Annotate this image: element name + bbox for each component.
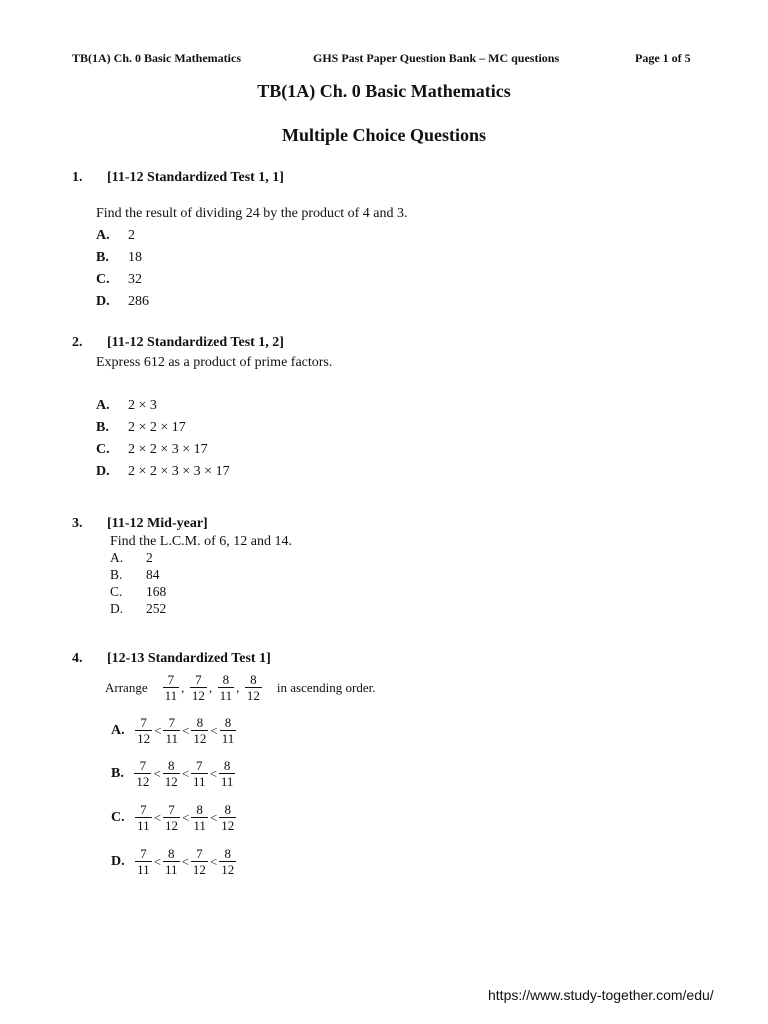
option-d <box>110 846 237 877</box>
fraction <box>135 715 152 746</box>
fraction <box>163 672 180 703</box>
fraction <box>191 715 208 746</box>
numerator: 7 <box>140 802 147 817</box>
question-suffix: in ascending order. <box>276 679 376 695</box>
option-value: 2 <box>146 550 153 565</box>
fraction <box>245 672 262 703</box>
option-label: D. <box>110 601 124 616</box>
denominator: 11 <box>221 731 235 746</box>
fraction <box>135 802 152 833</box>
option-value: 18 <box>128 250 142 265</box>
question-prefix: Arrange <box>105 679 148 695</box>
header-center: GHS Past Paper Question Bank – MC questions <box>313 51 560 65</box>
fraction <box>163 758 180 789</box>
numerator: 8 <box>224 802 231 817</box>
less-than: < <box>181 765 190 781</box>
comma: , <box>181 679 185 695</box>
header-left: TB(1A) Ch. 0 Basic Mathematics <box>72 51 241 65</box>
numerator: 8 <box>224 715 232 730</box>
fraction <box>220 715 237 746</box>
denominator: 11 <box>164 688 178 703</box>
numerator: 7 <box>140 846 147 861</box>
option-value: 168 <box>146 584 167 599</box>
denominator: 12 <box>164 774 178 789</box>
fraction <box>218 672 235 703</box>
fraction <box>219 846 236 877</box>
less-than: < <box>210 722 218 738</box>
numerator: 7 <box>168 802 175 817</box>
question-number: 3. <box>72 516 83 531</box>
less-than: < <box>182 722 190 738</box>
less-than: < <box>209 765 217 781</box>
option-value: 286 <box>128 294 149 309</box>
option-label: D. <box>96 294 110 309</box>
option-value: 2 × 2 × 3 × 3 × 17 <box>128 464 230 479</box>
numerator: 7 <box>140 715 147 730</box>
less-than: < <box>153 853 161 869</box>
numerator: 7 <box>196 758 203 773</box>
option-value: 84 <box>146 567 160 582</box>
less-than: < <box>154 722 162 738</box>
numerator: 8 <box>222 672 230 687</box>
option-value: 2 <box>128 228 135 243</box>
comma: , <box>208 679 213 695</box>
denominator: 11 <box>137 862 150 877</box>
fraction <box>219 802 236 833</box>
denominator: 11 <box>137 818 150 833</box>
denominator: 12 <box>136 774 150 789</box>
less-than: < <box>153 765 161 781</box>
option-label: D. <box>111 853 125 869</box>
denominator: 11 <box>219 688 233 703</box>
header-page-number: Page 1 of 5 <box>635 51 691 65</box>
less-than: < <box>209 809 218 825</box>
option-label: A. <box>110 550 124 565</box>
numerator: 7 <box>196 846 203 861</box>
document-title: TB(1A) Ch. 0 Basic Mathematics <box>257 81 511 101</box>
numerator: 8 <box>223 758 231 773</box>
option-label: B. <box>111 765 124 781</box>
denominator: 12 <box>246 688 260 703</box>
numerator: 7 <box>168 715 175 730</box>
option-label: B. <box>96 420 109 435</box>
footer-url[interactable]: https://www.study-together.com/edu/ <box>488 987 714 1003</box>
fraction <box>191 846 208 877</box>
fraction <box>191 802 208 833</box>
section-title: Multiple Choice Questions <box>281 125 486 145</box>
question-text <box>104 672 376 703</box>
option-value: 32 <box>128 272 142 287</box>
numerator: 7 <box>139 758 147 773</box>
option-b <box>110 758 236 789</box>
option-value: 252 <box>146 601 167 616</box>
question-source: [12-13 Standardized Test 1] <box>107 651 271 666</box>
denominator: 12 <box>221 818 235 833</box>
numerator: 8 <box>224 846 231 861</box>
fraction <box>191 758 208 789</box>
fraction <box>135 846 152 877</box>
denominator: 12 <box>191 688 205 703</box>
numerator: 7 <box>195 672 202 687</box>
denominator: 12 <box>137 731 151 746</box>
denominator: 12 <box>221 862 235 877</box>
question-text: Express 612 as a product of prime factors. <box>96 355 333 370</box>
numerator: 8 <box>196 802 203 817</box>
denominator: 12 <box>193 731 207 746</box>
less-than: < <box>209 853 218 869</box>
option-label: B. <box>96 250 109 265</box>
fraction <box>163 802 180 833</box>
option-value: 2 × 2 × 3 × 17 <box>128 442 208 457</box>
option-label: C. <box>96 442 110 457</box>
fraction <box>219 758 236 789</box>
option-label: D. <box>96 464 110 479</box>
question-number: 4. <box>72 651 83 666</box>
option-label: A. <box>96 398 110 413</box>
numerator: 7 <box>167 672 175 687</box>
less-than: < <box>153 809 161 825</box>
denominator: 11 <box>165 862 178 877</box>
question-source: [11-12 Standardized Test 1, 2] <box>107 335 284 350</box>
option-a <box>110 715 237 746</box>
denominator: 11 <box>220 774 234 789</box>
question-source: [11-12 Standardized Test 1, 1] <box>107 170 284 185</box>
question-number: 2. <box>72 335 83 350</box>
option-label: C. <box>111 809 125 825</box>
question-text: Find the result of dividing 24 by the product of 4 and 3. <box>96 206 408 221</box>
option-value: 2 × 2 × 17 <box>128 420 186 435</box>
numerator: 8 <box>168 846 175 861</box>
question-text: Find the L.C.M. of 6, 12 and 14. <box>110 534 292 549</box>
less-than: < <box>182 809 190 825</box>
fraction <box>163 715 180 746</box>
option-label: A. <box>111 722 125 738</box>
option-c <box>110 802 237 833</box>
option-value: 2 × 3 <box>128 398 157 413</box>
denominator: 11 <box>193 818 206 833</box>
option-label: C. <box>96 272 110 287</box>
question-number: 1. <box>72 170 83 185</box>
less-than: < <box>181 853 189 869</box>
fraction <box>134 758 151 789</box>
fraction <box>190 672 207 703</box>
option-label: C. <box>110 584 123 599</box>
numerator: 8 <box>196 715 204 730</box>
denominator: 12 <box>165 818 178 833</box>
numerator: 8 <box>250 672 257 687</box>
option-label: A. <box>96 228 110 243</box>
denominator: 11 <box>193 774 206 789</box>
comma: , <box>236 679 240 695</box>
option-label: B. <box>110 567 123 582</box>
denominator: 11 <box>165 731 178 746</box>
numerator: 8 <box>167 758 175 773</box>
question-source: [11-12 Mid-year] <box>107 516 208 531</box>
denominator: 12 <box>192 862 206 877</box>
fraction <box>163 846 180 877</box>
